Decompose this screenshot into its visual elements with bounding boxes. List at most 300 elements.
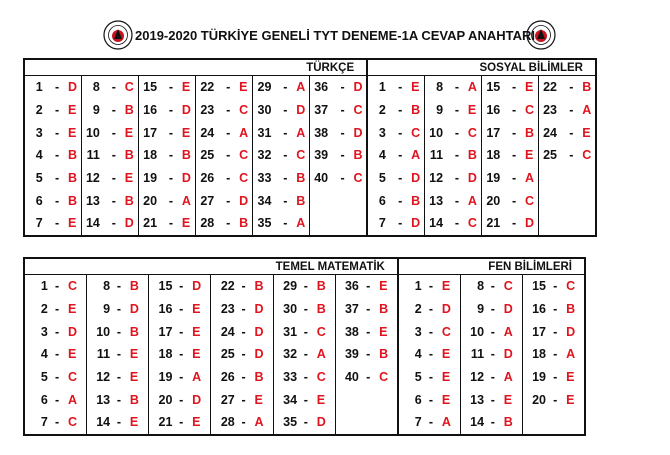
answer-cell (149, 366, 211, 389)
question-number: 34 (257, 193, 272, 208)
question-number: 1 (40, 279, 48, 294)
answer-letter: D (181, 103, 191, 118)
answer-letter: E (181, 216, 191, 231)
separator-dash: - (512, 171, 517, 186)
question-number: 6 (35, 193, 43, 208)
question-number: 7 (35, 216, 43, 231)
question-number: 36 (314, 80, 329, 95)
separator-dash: - (168, 80, 174, 95)
answer-cell (24, 320, 86, 343)
answer-letter: A (316, 347, 326, 362)
separator-dash: - (116, 415, 121, 430)
answer-cell (367, 189, 424, 212)
question-number: 40 (344, 370, 359, 385)
question-number: 26 (220, 370, 235, 385)
answer-cell (81, 167, 138, 190)
answer-letter: C (68, 279, 78, 294)
separator-dash: - (179, 415, 184, 430)
question-number: 35 (283, 415, 298, 430)
question-number: 33 (283, 370, 298, 385)
question-number: 17 (143, 125, 158, 140)
question-number: 20 (532, 392, 546, 407)
question-number: 6 (414, 392, 422, 407)
answer-cell (24, 366, 86, 389)
separator-dash: - (111, 103, 116, 118)
separator-dash: - (55, 415, 60, 430)
question-number: 21 (158, 415, 173, 430)
question-number: 11 (470, 347, 485, 362)
separator-dash: - (303, 392, 308, 407)
question-number: 9 (103, 302, 111, 317)
question-number: 18 (486, 148, 501, 163)
answer-letter: C (296, 148, 306, 163)
answer-letter: A (582, 103, 592, 118)
separator-dash: - (241, 392, 246, 407)
question-number: 12 (96, 370, 111, 385)
question-number: 3 (40, 324, 48, 339)
answer-cell (273, 298, 335, 321)
answer-cell (24, 411, 86, 435)
separator-dash: - (179, 324, 184, 339)
question-number: 17 (486, 125, 501, 140)
answer-letter: A (296, 125, 306, 140)
answer-cell (253, 212, 310, 236)
answer-letter: E (68, 103, 77, 118)
answer-letter: E (503, 392, 513, 407)
separator-dash: - (366, 370, 371, 385)
answer-cell (539, 121, 596, 144)
answer-letter: E (467, 103, 477, 118)
question-number: 16 (486, 103, 501, 118)
answer-cell (310, 167, 367, 190)
answer-cell (24, 99, 81, 122)
question-number: 15 (158, 279, 173, 294)
separator-dash: - (55, 216, 60, 231)
answer-letter: B (254, 279, 264, 294)
separator-dash: - (283, 125, 288, 140)
answer-cell (336, 388, 398, 411)
question-number: 19 (158, 370, 173, 385)
separator-dash: - (398, 193, 403, 208)
question-number: 7 (414, 415, 422, 430)
question-number: 27 (220, 392, 235, 407)
question-number: 25 (200, 148, 215, 163)
separator-dash: - (116, 279, 121, 294)
question-number: 39 (314, 148, 329, 163)
answer-cell (310, 76, 367, 99)
question-number: 30 (283, 302, 298, 317)
answer-cell (273, 343, 335, 366)
question-number: 13 (429, 193, 444, 208)
separator-dash: - (553, 392, 558, 407)
answer-cell (211, 343, 273, 366)
question-number: 18 (143, 148, 158, 163)
separator-dash: - (454, 216, 459, 231)
question-number: 3 (378, 125, 386, 140)
answer-cell (196, 121, 253, 144)
separator-dash: - (168, 148, 174, 163)
answer-letter: E (124, 125, 134, 140)
answer-cell (424, 76, 481, 99)
question-number: 10 (85, 125, 100, 140)
answer-letter: C (441, 324, 451, 339)
answer-letter: B (181, 148, 191, 163)
answer-cell (138, 212, 195, 236)
answer-cell (81, 189, 138, 212)
separator-dash: - (454, 193, 459, 208)
answer-cell (539, 144, 596, 167)
separator-dash: - (366, 279, 371, 294)
separator-dash: - (55, 279, 60, 294)
answer-cell (24, 388, 86, 411)
question-number: 38 (314, 125, 329, 140)
answer-row (24, 388, 585, 411)
separator-dash: - (111, 80, 116, 95)
separator-dash: - (490, 415, 495, 430)
answer-cell (539, 167, 596, 190)
question-number: 19 (486, 171, 501, 186)
answer-cell (24, 212, 81, 236)
separator-dash: - (366, 324, 371, 339)
question-number: 37 (314, 103, 329, 118)
question-number: 8 (477, 279, 485, 294)
separator-dash: - (428, 347, 434, 362)
answer-letter: C (239, 103, 249, 118)
answer-letter: B (379, 347, 389, 362)
separator-dash: - (569, 80, 574, 95)
separator-dash: - (340, 80, 345, 95)
answer-letter: C (467, 216, 477, 231)
answer-cell (149, 343, 211, 366)
question-number: 31 (257, 125, 272, 140)
answer-letter: C (566, 279, 576, 294)
question-number: 8 (436, 80, 444, 95)
question-number: 40 (314, 171, 329, 186)
separator-dash: - (303, 302, 308, 317)
question-number: 25 (543, 148, 557, 163)
separator-dash: - (512, 216, 517, 231)
answer-letter: D (68, 324, 78, 339)
question-number: 34 (283, 392, 298, 407)
answer-cell (253, 76, 310, 99)
separator-dash: - (111, 171, 116, 186)
separator-dash: - (226, 80, 231, 95)
question-number: 21 (143, 216, 158, 231)
answer-cell (24, 298, 86, 321)
separator-dash: - (398, 80, 403, 95)
answer-cell (482, 189, 539, 212)
answer-cell (253, 144, 310, 167)
question-number: 7 (378, 216, 386, 231)
answer-key-table-bottom (23, 257, 586, 436)
answer-letter: A (467, 80, 477, 95)
separator-dash: - (454, 148, 459, 163)
separator-dash: - (428, 415, 434, 430)
question-number: 22 (200, 80, 215, 95)
answer-cell (253, 167, 310, 190)
answer-cell (138, 121, 195, 144)
question-number: 1 (414, 279, 422, 294)
answer-letter: E (129, 415, 139, 430)
answer-cell (367, 121, 424, 144)
answer-letter: B (353, 148, 363, 163)
separator-dash: - (428, 324, 434, 339)
answer-cell (273, 411, 335, 435)
question-number: 12 (429, 171, 444, 186)
answer-letter: E (379, 279, 388, 294)
answer-letter: E (239, 80, 248, 95)
separator-dash: - (398, 171, 403, 186)
question-number: 31 (283, 324, 298, 339)
separator-dash: - (366, 347, 371, 362)
answer-cell (24, 275, 86, 298)
question-number: 11 (429, 148, 444, 163)
answer-letter: A (296, 216, 306, 231)
answer-row (24, 320, 585, 343)
question-number: 10 (96, 324, 111, 339)
question-number: 10 (429, 125, 444, 140)
answer-letter: B (296, 171, 306, 186)
separator-dash: - (512, 148, 517, 163)
answer-cell (336, 343, 398, 366)
separator-dash: - (454, 171, 459, 186)
question-number: 36 (344, 279, 359, 294)
answer-letter: C (68, 370, 78, 385)
answer-letter: C (503, 279, 513, 294)
separator-dash: - (168, 216, 174, 231)
answer-cell (211, 275, 273, 298)
answer-cell (523, 366, 585, 389)
separator-dash: - (116, 302, 121, 317)
separator-dash: - (454, 103, 459, 118)
separator-dash: - (116, 347, 121, 362)
answer-cell (196, 189, 253, 212)
answer-cell (24, 167, 81, 190)
answer-cell (398, 320, 460, 343)
answer-cell (398, 343, 460, 366)
answer-letter: D (441, 302, 451, 317)
question-number: 7 (40, 415, 48, 430)
answer-cell (482, 212, 539, 236)
question-number: 5 (414, 370, 422, 385)
question-number: 32 (257, 148, 272, 163)
separator-dash: - (283, 80, 288, 95)
question-number: 26 (200, 171, 215, 186)
answer-cell (196, 167, 253, 190)
question-number: 18 (532, 347, 546, 362)
answer-letter: E (129, 370, 139, 385)
answer-cell (81, 212, 138, 236)
answer-row (24, 212, 596, 236)
answer-cell (273, 320, 335, 343)
answer-cell (424, 212, 481, 236)
question-number: 30 (257, 103, 272, 118)
answer-cell (24, 343, 86, 366)
answer-letter: D (316, 415, 326, 430)
separator-dash: - (283, 216, 288, 231)
section-title: FEN BİLİMLERİ (398, 258, 585, 275)
answer-cell (211, 388, 273, 411)
answer-letter: B (129, 392, 139, 407)
answer-letter: B (411, 103, 421, 118)
answer-letter: C (239, 148, 249, 163)
answer-letter: C (316, 370, 326, 385)
question-number: 28 (220, 415, 235, 430)
question-number: 3 (414, 324, 422, 339)
separator-dash: - (512, 103, 517, 118)
answer-cell (149, 388, 211, 411)
separator-dash: - (454, 125, 459, 140)
question-number: 38 (344, 324, 359, 339)
question-number: 2 (35, 103, 43, 118)
answer-letter: C (316, 324, 326, 339)
answer-cell (149, 275, 211, 298)
question-number: 4 (378, 148, 386, 163)
answer-letter: E (441, 279, 451, 294)
answer-letter: D (411, 171, 421, 186)
separator-dash: - (116, 324, 121, 339)
answer-letter: A (181, 193, 191, 208)
answer-letter: D (192, 279, 202, 294)
answer-letter: D (124, 216, 134, 231)
answer-cell (398, 411, 460, 435)
answer-cell (138, 76, 195, 99)
answer-letter: A (68, 392, 78, 407)
answer-cell (523, 411, 585, 435)
answer-letter: A (254, 415, 264, 430)
answer-letter: B (503, 415, 513, 430)
separator-dash: - (55, 125, 60, 140)
question-number: 25 (220, 347, 235, 362)
answer-key-table-top (23, 58, 597, 237)
question-number: 18 (158, 347, 173, 362)
question-number: 14 (85, 216, 100, 231)
answer-letter: D (525, 216, 535, 231)
answer-letter: B (129, 324, 139, 339)
question-number: 2 (414, 302, 422, 317)
answer-cell (253, 121, 310, 144)
separator-dash: - (179, 392, 184, 407)
answer-letter: B (68, 171, 78, 186)
answer-cell (367, 212, 424, 236)
question-number: 16 (143, 103, 158, 118)
answer-letter: E (181, 80, 191, 95)
answer-cell (482, 121, 539, 144)
separator-dash: - (283, 193, 288, 208)
separator-dash: - (553, 279, 558, 294)
answer-cell (310, 121, 367, 144)
answer-letter: D (254, 347, 264, 362)
question-number: 14 (96, 415, 111, 430)
answer-cell (81, 76, 138, 99)
answer-letter: B (467, 148, 477, 163)
question-number: 9 (477, 302, 485, 317)
answer-cell (367, 144, 424, 167)
answer-cell (523, 320, 585, 343)
separator-dash: - (55, 148, 60, 163)
answer-letter: E (582, 125, 591, 140)
answer-letter: C (379, 370, 389, 385)
section-title: TÜRKÇE (24, 59, 367, 76)
answer-letter: B (124, 193, 134, 208)
separator-dash: - (490, 392, 495, 407)
separator-dash: - (490, 370, 495, 385)
question-number: 37 (344, 302, 359, 317)
answer-cell (86, 411, 148, 435)
answer-cell (482, 167, 539, 190)
separator-dash: - (226, 216, 231, 231)
answer-letter: E (68, 216, 77, 231)
answer-cell (460, 298, 522, 321)
separator-dash: - (241, 324, 246, 339)
answer-cell (86, 298, 148, 321)
answer-letter: E (566, 370, 575, 385)
answer-letter: D (566, 324, 576, 339)
question-number: 20 (158, 392, 173, 407)
separator-dash: - (179, 370, 184, 385)
question-number: 23 (543, 103, 557, 118)
separator-dash: - (55, 370, 60, 385)
answer-letter: A (239, 125, 249, 140)
answer-cell (211, 320, 273, 343)
separator-dash: - (111, 148, 116, 163)
answer-letter: C (68, 415, 78, 430)
question-number: 13 (96, 392, 111, 407)
section-header-row (24, 258, 585, 275)
answer-letter: D (353, 125, 363, 140)
answer-cell (24, 144, 81, 167)
question-number: 24 (200, 125, 215, 140)
answer-cell (460, 275, 522, 298)
separator-dash: - (55, 193, 60, 208)
answer-cell (310, 189, 367, 212)
answer-cell (523, 298, 585, 321)
separator-dash: - (398, 216, 403, 231)
question-number: 3 (35, 125, 43, 140)
answer-cell (81, 121, 138, 144)
answer-cell (138, 99, 195, 122)
separator-dash: - (226, 148, 231, 163)
answer-letter: C (525, 103, 535, 118)
separator-dash: - (55, 171, 60, 186)
question-number: 8 (103, 279, 111, 294)
answer-letter: B (566, 302, 576, 317)
separator-dash: - (454, 80, 459, 95)
separator-dash: - (553, 370, 558, 385)
question-number: 19 (532, 370, 546, 385)
answer-cell (310, 99, 367, 122)
separator-dash: - (428, 392, 434, 407)
answer-cell (81, 144, 138, 167)
answer-cell (86, 366, 148, 389)
answer-letter: E (441, 347, 451, 362)
answer-row (24, 99, 596, 122)
answer-cell (539, 212, 596, 236)
answer-cell (273, 275, 335, 298)
separator-dash: - (398, 103, 403, 118)
answer-cell (336, 411, 398, 435)
answer-letter: C (411, 125, 421, 140)
answer-cell (138, 144, 195, 167)
question-number: 5 (35, 171, 43, 186)
separator-dash: - (55, 80, 60, 95)
answer-cell (460, 366, 522, 389)
question-number: 17 (532, 324, 546, 339)
separator-dash: - (179, 302, 184, 317)
page-title: 2019-2020 TÜRKİYE GENELİ TYT DENEME-1A CEVAP ANAHTARI (135, 28, 535, 43)
answer-row (24, 343, 585, 366)
question-number: 32 (283, 347, 298, 362)
